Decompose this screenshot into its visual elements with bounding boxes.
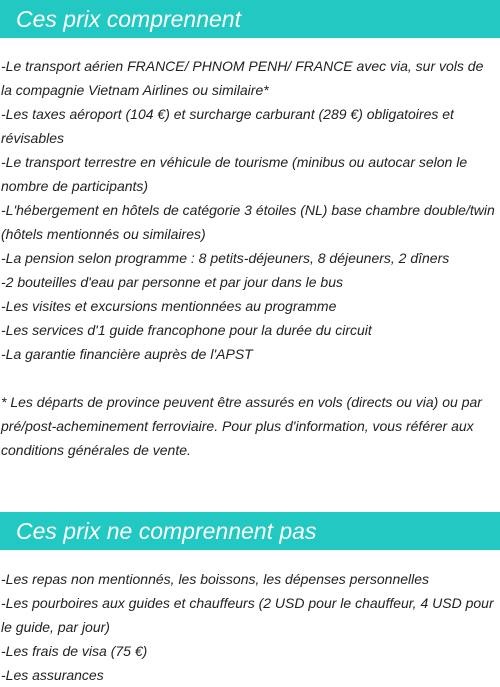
- list-item: -La garantie financière auprès de l'APST: [1, 346, 253, 362]
- list-item: -Les services d'1 guide francophone pour la durée du circuit: [1, 322, 372, 338]
- list-item: -2 bouteilles d'eau par personne et par jour dans le bus: [1, 274, 344, 290]
- section-not-included: [0, 512, 500, 687]
- list-item: -Le transport aérien FRANCE/ PHNOM PENH/ FRANCE avec via, sur vols de la compagnie Vietnam Airlines ou similaire*: [1, 58, 484, 98]
- footnote-text: * Les départs de province peuvent être assurés en vols (directs ou via) ou par pré/post-acheminement ferroviaire. Pour plus d'information, vous référer aux conditions générales de vente.: [1, 394, 482, 458]
- list-item: -Les taxes aéroport (104 €) et surcharge carburant (289 €) obligatoires et révisables: [1, 106, 454, 146]
- not-included-list: [0, 567, 500, 687]
- list-item: -Les frais de visa (75 €): [1, 643, 148, 659]
- list-item: -Les pourboires aux guides et chauffeurs (2 USD pour le chauffeur, 4 USD pour le guide, par jour): [1, 595, 494, 635]
- list-item: -La pension selon programme : 8 petits-déjeuners, 8 déjeuners, 2 dîners: [1, 250, 450, 266]
- list-item: -Les repas non mentionnés, les boissons, les dépenses personnelles: [1, 571, 430, 587]
- section-title: Ces prix comprennent: [16, 5, 241, 32]
- included-list: [0, 54, 500, 366]
- section-title-banner: [0, 512, 500, 550]
- section-title-banner: [0, 0, 500, 38]
- list-item: -L'hébergement en hôtels de catégorie 3 étoiles (NL) base chambre double/twin (hôtels mentionnés ou similaires): [1, 202, 495, 242]
- footnote: [0, 390, 500, 462]
- list-item: -Le transport terrestre en véhicule de tourisme (minibus ou autocar selon le nombre de participants): [1, 154, 468, 194]
- list-item: -Les assurances: [1, 667, 104, 683]
- section-title: Ces prix ne comprennent pas: [16, 517, 317, 544]
- list-item: -Les visites et excursions mentionnées au programme: [1, 298, 337, 314]
